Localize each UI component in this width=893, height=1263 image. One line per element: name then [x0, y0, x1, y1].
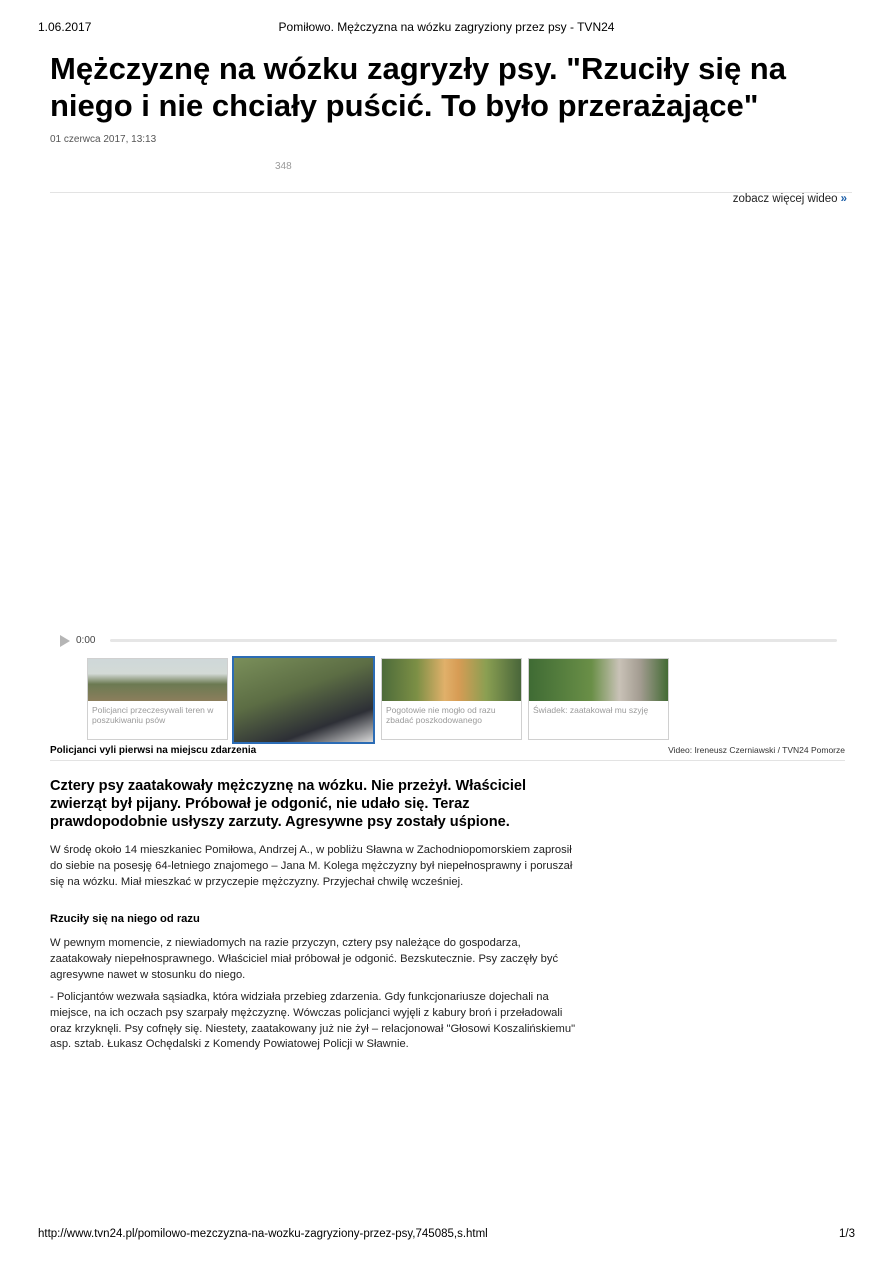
- article-subheading: Rzuciły się na niego od razu: [50, 913, 200, 925]
- video-thumbnail[interactable]: [381, 658, 522, 740]
- thumbnail-caption: Policjanci przeczesywali teren w poszukiwaniu psów: [92, 705, 214, 725]
- article-lead: Cztery psy zaatakowały mężczyznę na wózku. Nie przeżył. Właściciel zwierząt był pijany. Próbował je odgonić, nie udało się. Teraz prawdopodobnie usłyszy zarzuty. Agresywne psy zostały uśpione.: [50, 778, 527, 830]
- print-date: 1.06.2017: [38, 20, 92, 34]
- video-credit: Video: Ireneusz Czerniawski / TVN24 Pomorze: [668, 745, 845, 755]
- article-paragraph: W pewnym momencie, z niewiadomych na razie przyczyn, cztery psy należące do gospodarza, zaatakowały niepełnosprawnego. Właściciel miał próbował je odgonić. Bezskutecznie. Psy zaczęły być agresywne nawet w stosunku do niego.: [50, 937, 559, 981]
- video-time: 0:00: [76, 635, 96, 646]
- page-number: 1/3: [839, 1228, 855, 1240]
- video-player[interactable]: [50, 205, 845, 625]
- thumbnail-image: [529, 659, 668, 701]
- article-paragraph: W środę około 14 mieszkaniec Pomiłowa, Andrzej A., w pobliżu Sławna w Zachodniopomorskiem zaprosił do siebie na posesję 64-letniego znajomego – Jana M. Kolega mężczyzny był niepełnosprawny i poruszał się na wózku. Miał mieszkać w przyczepie mężczyzny. Przyjechał chwilę wcześniej.: [50, 844, 573, 888]
- print-page-title: Pomiłowo. Mężczyzna na wózku zagryziony przez psy - TVN24: [278, 20, 615, 34]
- video-caption: Policjanci vyli pierwsi na miejscu zdarzenia: [50, 745, 257, 756]
- print-url: http://www.tvn24.pl/pomilowo-mezczyzna-na-wozku-zagryziony-przez-psy,745085,s.html: [38, 1228, 488, 1240]
- video-progress-bar[interactable]: [110, 639, 837, 642]
- share-count: 348: [275, 161, 292, 172]
- more-video-link[interactable]: [733, 193, 847, 205]
- thumbnail-image: [234, 658, 373, 742]
- more-video-label: zobacz więcej wideo: [732, 193, 838, 205]
- play-icon[interactable]: [60, 635, 70, 647]
- video-thumbnail-active[interactable]: [232, 656, 375, 744]
- article-paragraph: - Policjantów wezwała sąsiadka, która widziała przebieg zdarzenia. Gdy funkcjonariusze dojechali na miejsce, na ich oczach psy szarpały mężczyznę. Wówczas policjanci wyjęli z kabury broń i przeładowali oraz krzyknęli. Psy cofnęły się. Niestety, zaatakowany już nie żył – relacjonował "Głosowi Koszalińskiemu" asp. sztab. Łukasz Ochędalski z Komendy Powiatowej Policji w Sławnie.: [50, 991, 576, 1051]
- publish-date: 01 czerwca 2017, 13:13: [50, 134, 157, 145]
- thumbnail-caption: Pogotowie nie mogło od razu zbadać poszkodowanego: [386, 705, 496, 725]
- thumbnail-image: [382, 659, 521, 701]
- thumbnail-caption: Świadek: zaatakował mu szyję: [533, 705, 649, 715]
- thumbnail-image: [88, 659, 227, 701]
- divider: [50, 760, 845, 761]
- video-thumbnail[interactable]: [87, 658, 228, 740]
- double-chevron-right-icon: »: [840, 193, 847, 205]
- divider: [50, 192, 852, 193]
- video-thumbnail[interactable]: [528, 658, 669, 740]
- article-headline: Mężczyznę na wózku zagryzły psy. "Rzuciły się na niego i nie chciały puścić. To było przerażające": [50, 51, 786, 123]
